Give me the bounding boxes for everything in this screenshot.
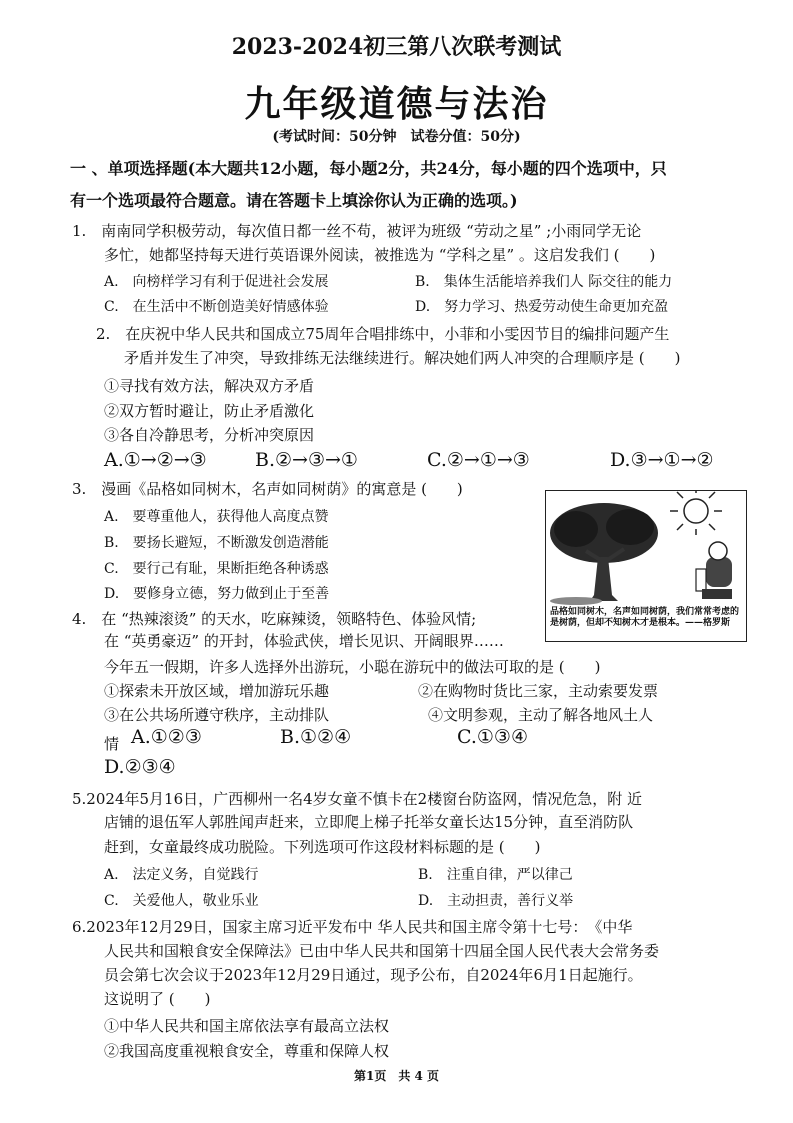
tree-icon bbox=[550, 503, 658, 601]
q4-option-b: B.①②④ bbox=[280, 726, 352, 748]
q5-stem-line3: 赶到，女童最终成功脱险。下列选项可作这段材料标题的是 ( ) bbox=[104, 838, 541, 856]
q2-statement-1: ①寻找有效方法，解决双方矛盾 bbox=[104, 377, 315, 395]
q4-option-c: C.①③④ bbox=[457, 726, 528, 748]
q1-option-c: C. 在生活中不断创造美好情感体验 bbox=[104, 299, 329, 315]
sun-icon bbox=[670, 491, 722, 535]
q4-option-d: D.②③④ bbox=[104, 756, 176, 778]
q4-statement-3: ③在公共场所遵守秩序，主动排队 bbox=[104, 706, 330, 724]
subject-title: 九年级道德与法治 bbox=[244, 83, 549, 125]
q2-option-d: D.③→①→② bbox=[610, 449, 714, 471]
q2-statement-2: ②双方暂时避让，防止矛盾激化 bbox=[104, 402, 315, 420]
page-number: 第1页 共 4 页 bbox=[353, 1069, 440, 1083]
q4-statement-4-cont: 情 bbox=[104, 735, 120, 753]
section-heading-line1: 一 、单项选择题(本大题共12小题，每小题2分，共24分，每小题的四个选项中，只 bbox=[70, 159, 667, 178]
q5-option-d: D. 主动担责，善行义举 bbox=[418, 893, 574, 909]
q2-option-c: C.②→①→③ bbox=[427, 449, 530, 471]
q5-option-b: B. 注重自律，严以律己 bbox=[418, 867, 573, 883]
q2-option-b: B.②→③→① bbox=[255, 449, 358, 471]
q4-stem-line1: 4. 在 “热辣滚烫” 的天水，吃麻辣烫，领略特色、体验风情; bbox=[72, 610, 477, 628]
exam-info: (考试时间：50分钟 试卷分值：50分) bbox=[272, 129, 521, 145]
q4-stem-line3: 今年五一假期，许多人选择外出游玩，小聪在游玩中的做法可取的是 ( ) bbox=[104, 658, 601, 676]
cartoon-image bbox=[545, 490, 747, 642]
q6-statement-1: ①中华人民共和国主席依法享有最高立法权 bbox=[104, 1017, 390, 1035]
q1-option-b: B. 集体生活能培养我们人 际交往的能力 bbox=[415, 274, 673, 290]
q5-option-a: A. 法定义务，自觉践行 bbox=[104, 867, 259, 883]
cartoon-caption: 品格如同树木，名声如同树荫，我们常常考虑的是树荫，但却不知树木才是根本。——格罗斯 bbox=[550, 607, 740, 628]
q2-stem-line2: 矛盾并发生了冲突，导致排练无法继续进行。解决她们两人冲突的合理顺序是 ( ) bbox=[124, 349, 681, 367]
q4-option-a: A.①②③ bbox=[131, 726, 202, 748]
q1-stem-line1: 1. 南南同学积极劳动，每次值日都一丝不苟，被评为班级 “劳动之星” ;小雨同学无论 bbox=[72, 222, 642, 240]
q6-stem-line4: 这说明了 ( ) bbox=[104, 990, 211, 1008]
q4-statement-4: ④文明参观，主动了解各地风土人 bbox=[428, 706, 654, 724]
q4-statement-2: ②在购物时货比三家，主动索要发票 bbox=[418, 682, 659, 700]
q5-option-c: C. 关爱他人，敬业乐业 bbox=[104, 893, 259, 909]
q6-stem-line2: 人民共和国粮食安全保障法》已由中华人民共和国第十四届全国人民代表大会常务委 bbox=[104, 942, 660, 960]
section-heading-line2: 有一个选项最符合题意。请在答题卡上填涂你认为正确的选项。) bbox=[70, 191, 518, 210]
q1-option-a: A. 向榜样学习有利于促进社会发展 bbox=[104, 274, 329, 290]
q6-statement-2: ②我国高度重视粮食安全，尊重和保障人权 bbox=[104, 1042, 390, 1060]
q3-option-b: B. 要扬长避短，不断激发创造潜能 bbox=[104, 535, 329, 551]
q3-stem: 3. 漫画《品格如同树木，名声如同树荫》的寓意是 ( ) bbox=[72, 480, 463, 498]
q1-option-d: D. 努力学习、热爱劳动使生命更加充盈 bbox=[415, 299, 669, 315]
q3-option-d: D. 要修身立德，努力做到止于至善 bbox=[104, 586, 330, 602]
q3-option-a: A. 要尊重他人，获得他人高度点赞 bbox=[104, 509, 329, 525]
q5-stem-line2: 店铺的退伍军人郭胜闻声赶来，立即爬上梯子托举女童长达15分钟，直至消防队 bbox=[104, 813, 634, 831]
q1-stem-line2: 多忙，她都坚持每天进行英语课外阅读，被推选为 “学科之星” 。这启发我们 ( ) bbox=[104, 246, 656, 264]
tree-cartoon-illustration bbox=[546, 491, 746, 607]
exam-title: 2023-2024初三第八次联考测试 bbox=[231, 34, 562, 60]
q4-statement-1: ①探索未开放区域，增加游玩乐趣 bbox=[104, 682, 330, 700]
q5-stem-line1: 5.2024年5月16日，广西柳州一名4岁女童不慎卡在2楼窗台防盗网，情况危急，附 近 bbox=[72, 790, 642, 808]
q3-option-c: C. 要行己有耻，果断拒绝各种诱惑 bbox=[104, 561, 329, 577]
q2-option-a: A.①→②→③ bbox=[104, 449, 207, 471]
q6-stem-line1: 6.2023年12月29日，国家主席习近平发布中 华人民共和国主席令第十七号： 《中华 bbox=[72, 918, 633, 936]
q2-statement-3: ③各自冷静思考，分析冲突原因 bbox=[104, 426, 315, 444]
q2-stem-line1: 2. 在庆祝中华人民共和国成立75周年合唱排练中，小菲和小雯因节目的编排问题产生 bbox=[96, 325, 670, 343]
q6-stem-line3: 员会第七次会议于2023年12月29日通过，现予公布，自2024年6月1日起施行。 bbox=[104, 966, 643, 984]
q4-stem-line2: 在 “英勇豪迈” 的开封，体验武侠，增长见识、开阔眼界…… bbox=[104, 632, 504, 650]
